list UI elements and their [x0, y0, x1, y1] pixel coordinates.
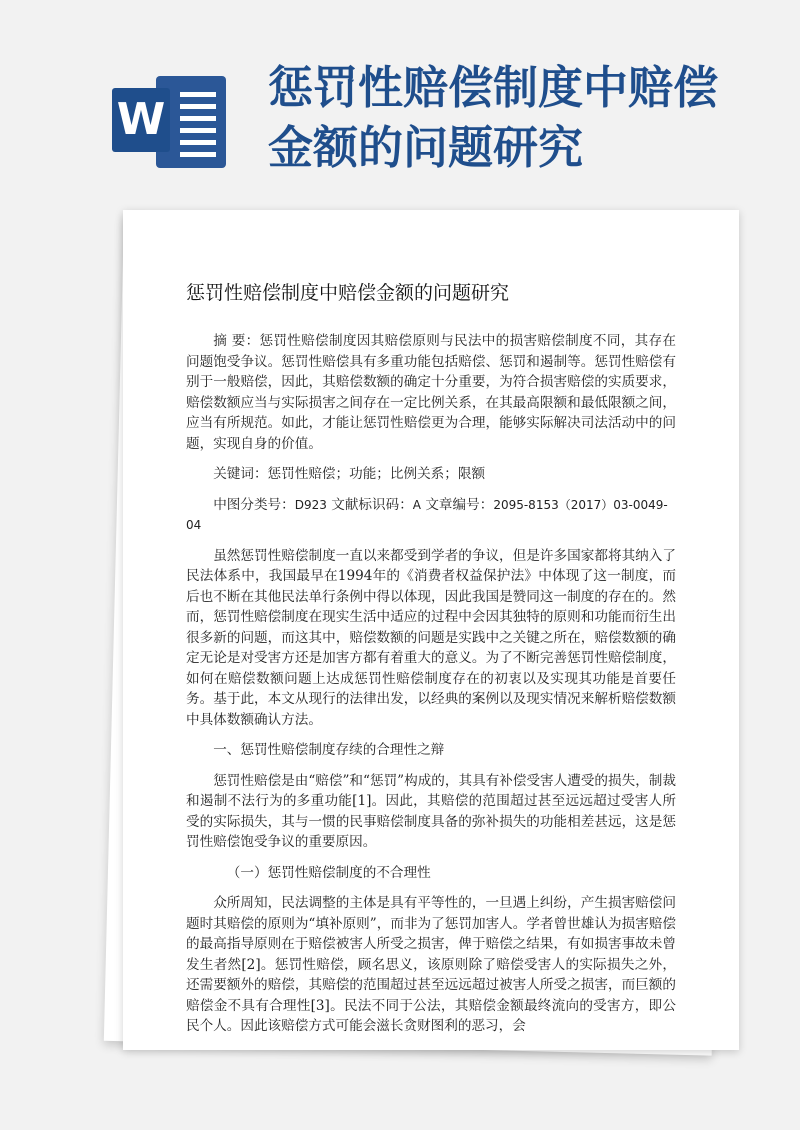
article-no-label: 文章编号：	[421, 496, 494, 513]
banner-title	[268, 58, 768, 178]
abstract-paragraph: 摘 要：惩罚性赔偿制度因其赔偿原则与民法中的损害赔偿制度不同，其存在问题饱受争议。惩罚性赔偿具有多重功能包括赔偿、惩罚和遏制等。惩罚性赔偿有别于一般赔偿，因此，其赔偿数额的确定十分重要，为符合损害赔偿的实质要求，赔偿数额应当与实际损害之间存在一定比例关系，在其最高限额和最低限额之间，应当有所规范。如此，才能让惩罚性赔偿更为合理，能够实际解决司法活动中的问题，实现自身的价值。	[186, 333, 676, 452]
document-title: 惩罚性赔偿制度中赔偿金额的问题研究	[186, 282, 510, 304]
doc-code: A	[412, 497, 422, 512]
classification-line	[186, 495, 676, 536]
classification-code: D923	[294, 497, 327, 512]
banner-title-line2: 金额的问题研究	[268, 121, 584, 174]
word-logo-icon	[112, 70, 232, 172]
subsection1-paragraph: 众所周知，民法调整的主体是具有平等性的，一旦遇上纠纷，产生损害赔偿问题时其赔偿的原则为“填补原则”，而非为了惩罚加害人。学者曾世雄认为损害赔偿的最高指导原则在于赔偿被害人所受之损害，俾于赔偿之结果，有如损害事故未曾发生者然[2]。惩罚性赔偿，顾名思义，该原则除了赔偿受害人的实际损失之外，还需要额外的赔偿，其赔偿的范围超过甚至远远超过被害人所受之损害，而巨额的赔偿金不具有合理性[3]。民法不同于公法，其赔偿金额最终流向的受害方，即公民个人。因此该赔偿方式可能会滋长贪财图利的恶习，会	[186, 895, 676, 1034]
document-content	[186, 270, 676, 1047]
document-page	[123, 210, 739, 1050]
intro-paragraph: 虽然惩罚性赔偿制度一直以来都受到学者的争议，但是许多国家都将其纳入了民法体系中，我国最早在1994年的《消费者权益保护法》中体现了这一制度，而后也不断在其他民法单行条例中得以体现，因此我国是赞同这一制度的存在的。然而，惩罚性赔偿制度在现实生活中适应的过程中会因其独特的原则和功能而衍生出很多新的问题，而这其中，赔偿数额的问题是实践中之关键之所在，赔偿数额的确定无论是对受害方还是加害方都有着重大的意义。为了不断完善惩罚性赔偿制度，如何在赔偿数额问题上达成惩罚性赔偿制度存在的初衷以及实现其功能是首要任务。基于此，本文从现行的法律出发，以经典的案例以及现实情况来解析赔偿数额中具体数额确认方法。	[186, 547, 676, 728]
doc-code-label: 文献标识码：	[326, 496, 413, 513]
keywords-line: 关键词：惩罚性赔偿；功能；比例关系；限额	[213, 466, 486, 482]
banner-title-line1: 惩罚性赔偿制度中赔偿	[268, 61, 719, 114]
word-logo-letter: W	[112, 88, 170, 152]
section1-paragraph: 惩罚性赔偿是由“赔偿”和“惩罚”构成的，其具有补偿受害人遭受的损失，制裁和遏制不法行为的多重功能[1]。因此，其赔偿的范围超过甚至远远超过受害人所受的实际损失，其与一惯的民事赔偿制度具备的弥补损失的功能相差甚远，这是惩罚性赔偿饱受争议的重要原因。	[186, 772, 676, 850]
subsection1-heading: （一）惩罚性赔偿制度的不合理性	[226, 864, 431, 881]
classification-label: 中图分类号：	[213, 496, 295, 513]
article-no: 2095-8153（2017）03-0049-04	[186, 497, 668, 532]
section1-heading: 一、惩罚性赔偿制度存续的合理性之辩	[213, 742, 445, 758]
